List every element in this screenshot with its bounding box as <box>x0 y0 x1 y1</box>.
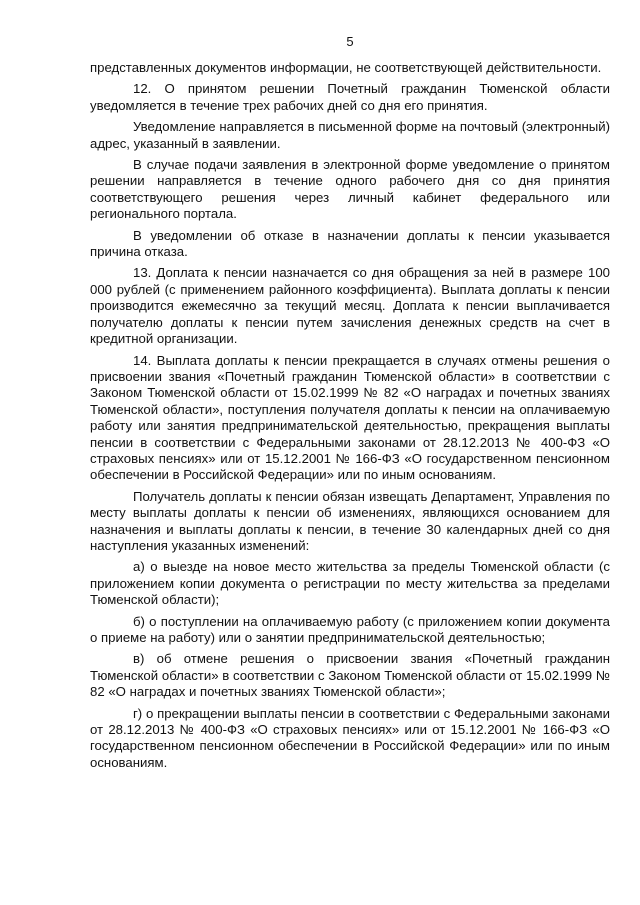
paragraph-13: 13. Доплата к пенсии назначается со дня обращения за ней в размере 100 000 рублей (с применением районного коэффициента). Выплата доплаты к пенсии производится ежемесячно за текущий месяц. Доплата к пенсии выплачивается получателю доплаты к пенсии путем зачисления денежных средств на счет в кредитной организации. <box>90 265 610 347</box>
document-body <box>90 60 610 776</box>
paragraph-electronic-notification: В случае подачи заявления в электронной форме уведомление о принятом решении направляется в течение одного рабочего дня со дня принятия соответствующего решения через личный кабинет федерального или регионального портала. <box>90 157 610 222</box>
list-item-g: г) о прекращении выплаты пенсии в соответствии с Федеральными законами от 28.12.2013 № 400-ФЗ «О страховых пенсиях» или от 15.12.2001 № 166-ФЗ «О государственном пенсионном обеспечении в Российской Федерации» или по иным основаниям. <box>90 705 610 770</box>
paragraph-14: 14. Выплата доплаты к пенсии прекращается в случаях отмены решения о присвоении звания «Почетный гражданин Тюменской области» в соответствии с Законом Тюменской области от 15.02.1999 № 82 «О наградах и почетных званиях Тюменской области», поступления получателя доплаты к пенсии на оплачиваемую работу или занятия предпринимательской деятельностью, прекращения выплаты пенсии в соответствии с Федеральными законами от 28.12.2013 № 400-ФЗ «О страховых пенсиях» или от 15.12.2001 № 166-ФЗ «О государственном пенсионном обеспечении в Российской Федерации» или по иным основаниям. <box>90 352 610 483</box>
page-number: 5 <box>346 34 354 49</box>
paragraph-notification-form: Уведомление направляется в письменной форме на почтовый (электронный) адрес, указанный в заявлении. <box>90 119 610 151</box>
paragraph-refusal-reason: В уведомлении об отказе в назначении доплаты к пенсии указывается причина отказа. <box>90 227 610 260</box>
list-item-v: в) об отмене решения о присвоении звания «Почетный гражданин Тюменской области» в соответствии с Законом Тюменской области от 15.02.1999 № 82 «О наградах и почетных званиях Тюменской области»; <box>90 651 610 700</box>
list-item-a: а) о выезде на новое место жительства за пределы Тюменской области (с приложением копии документа о регистрации по месту жительства за пределами Тюменской области); <box>90 559 610 608</box>
list-item-b: б) о поступлении на оплачиваемую работу (с приложением копии документа о приеме на работу) или о занятии предпринимательской деятельностью; <box>90 613 610 645</box>
paragraph-12: 12. О принятом решении Почетный гражданин Тюменской области уведомляется в течение трех рабочих дней со дня его принятия. <box>90 81 610 113</box>
paragraph-recipient-obligation: Получатель доплаты к пенсии обязан извещать Департамент, Управления по месту выплаты доплаты к пенсии об изменениях, являющихся основанием для назначения и выплаты доплаты к пенсии, в течение 30 календарных дней со дня наступления указанных изменений: <box>90 488 610 553</box>
paragraph-continuation: представленных документов информации, не соответствующей действительности. <box>90 60 602 75</box>
